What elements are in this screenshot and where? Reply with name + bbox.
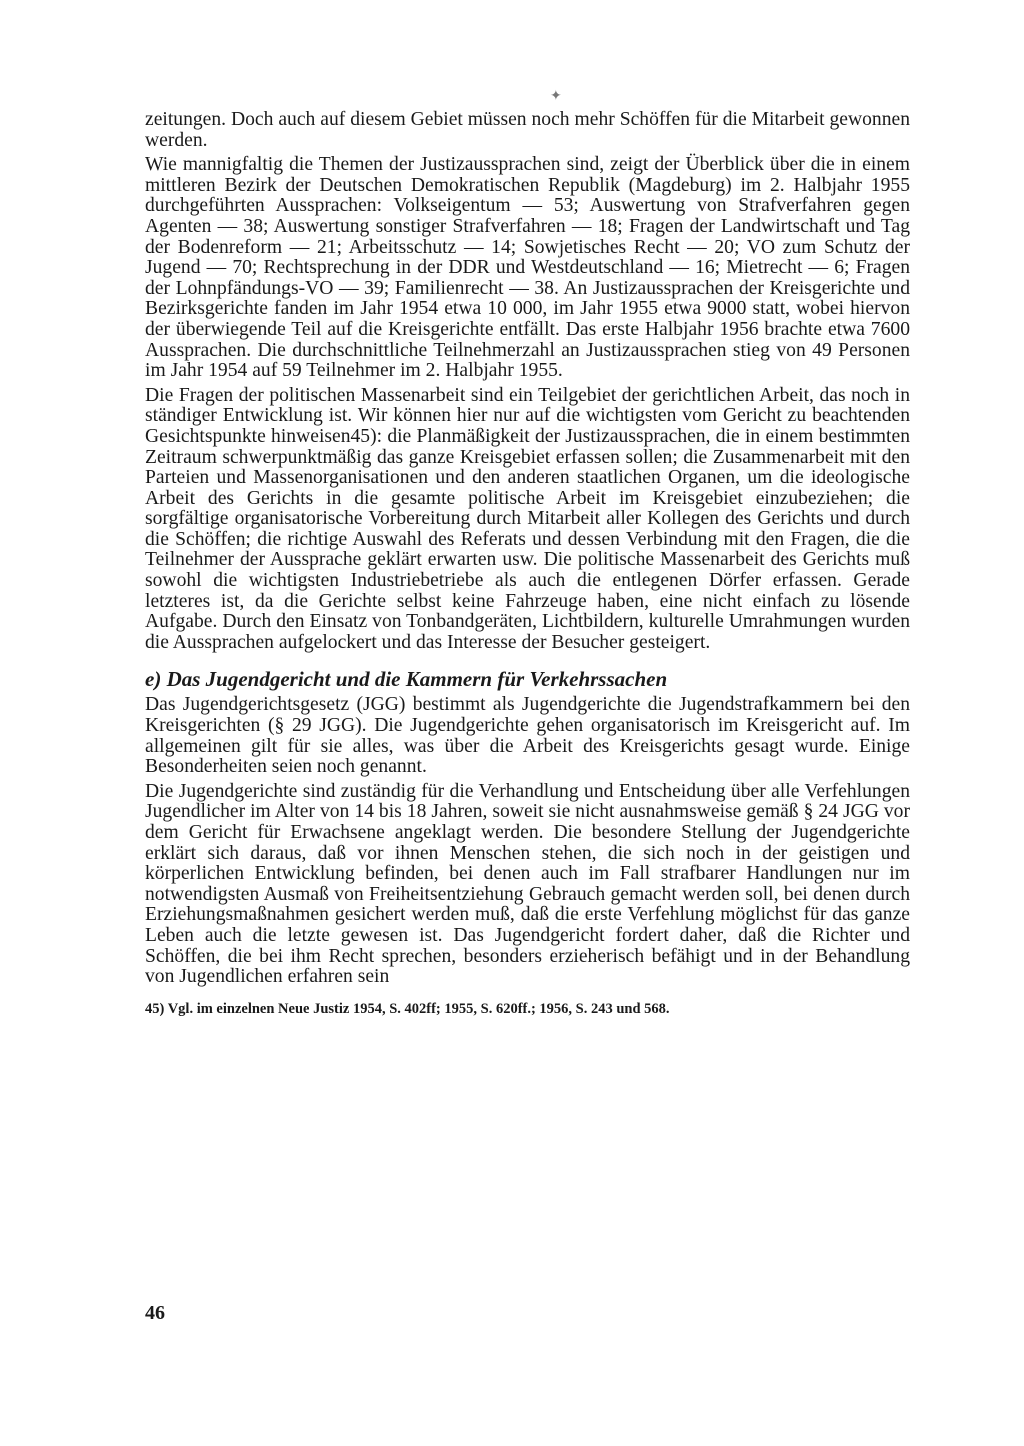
footnote-45: 45) Vgl. im einzelnen Neue Justiz 1954, S. 402ff; 1955, S. 620ff.; 1956, S. 243 und 568. xyxy=(145,1000,670,1017)
scan-speck-mark: ✦ xyxy=(550,89,562,104)
page-number: 46 xyxy=(145,1302,165,1324)
page-body xyxy=(145,110,910,1018)
section-heading: e) Das Jugendgericht und die Kammern für Verkehrssachen xyxy=(145,667,668,692)
paragraph-justizaussprachen-themes: Wie mannigfaltig die Themen der Justizaussprachen sind, zeigt der Überblick über die in einem mittleren Bezirk der Deutschen Demokratischen Republik (Magdeburg) im 2. Halbjahr 1955 durchgeführten Aussprachen: Volkseigentum — 53; Auswertung von Strafverfahren gegen Agenten — 38; Auswertung sonstiger Strafverfahren — 18; Fragen der Landwirtschaft und Tag der Bodenreform — 21; Arbeitsschutz — 14; Sowjetisches Recht — 20; VO zum Schutz der Jugend — 70; Rechtsprechung in der DDR und Westdeutschland — 16; Mietrecht — 6; Fragen der Lohnpfändungs-VO — 39; Familienrecht — 38. An Justizaussprachen der Kreisgerichte und Bezirksgerichte fanden im Jahr 1954 etwa 10 000, im Jahr 1955 etwa 9000 statt, wobei hiervon der überwiegende Teil auf die Kreisgerichte entfällt. Das erste Halbjahr 1956 brachte etwa 7600 Aussprachen. Die durchschnittliche Teilnehmerzahl an Justizaussprachen stieg von 49 Personen im Jahr 1954 auf 59 Teilnehmer im 2. Halbjahr 1955. xyxy=(145,154,910,382)
paragraph-intro-continuation: zeitungen. Doch auch auf diesem Gebiet müssen noch mehr Schöffen für die Mitarbeit gewonnen werden. xyxy=(145,109,910,151)
paragraph-jugendgerichte-zustaendigkeit: Die Jugendgerichte sind zuständig für die Verhandlung und Entscheidung über alle Verfehlungen Jugendlicher im Alter von 14 bis 18 Jahren, soweit sie nicht ausnahmsweise gemäß § 24 JGG vor dem Gericht für Erwachsene angeklagt werden. Die besondere Stellung der Jugendgerichte erklärt sich daraus, daß vor ihnen Menschen stehen, die sich noch in der geistigen und körperlichen Entwicklung befinden, bei denen auch im Fall strafbarer Handlungen nur im notwendigsten Ausmaß von Freiheitsentziehung Gebrauch gemacht werden soll, bei denen durch Erziehungsmaßnahmen gesichert werden muß, daß die erste Verfehlung möglichst für das ganze Leben auch die letzte gewesen ist. Das Jugendgericht fordert daher, daß die Richter und Schöffen, die bei ihm Recht sprechen, besonders erzieherisch befähigt und in der Behandlung von Jugendlichen erfahren sein xyxy=(145,780,910,988)
paragraph-political-mass-work: Die Fragen der politischen Massenarbeit sind ein Teilgebiet der gerichtlichen Arbeit, das noch in ständiger Entwicklung ist. Wir können hier nur auf die wichtigsten vom Gericht zu beachtenden Gesichtspunkte hinweisen45): die Planmäßigkeit der Justizaussprachen, die in einem bestimmten Zeitraum schwerpunktmäßig das ganze Kreisgebiet erfassen sollen; die Zusammenarbeit mit den Parteien und Massenorganisationen und den anderen staatlichen Organen, um die ideologische Arbeit des Gerichts in die gesamte politische Arbeit im Kreisgebiet einzubeziehen; die sorgfältige organisatorische Vorbereitung durch Mitarbeit aller Kollegen des Gerichts und durch die Schöffen; die richtige Auswahl des Referats und dessen Verbindung mit den Fragen, die die Teilnehmer der Aussprache geklärt erwarten usw. Die politische Massenarbeit des Gerichts muß sowohl die wichtigsten Industriebetriebe als auch die entlegenen Dörfer erfassen. Gerade letzteres ist, da die Gerichte selbst keine Fahrzeuge haben, eine nicht einfach zu lösende Aufgabe. Durch den Einsatz von Tonbandgeräten, Lichtbildern, kulturelle Umrahmungen wurden die Aussprachen aufgelockert und das Interesse der Besucher gesteigert. xyxy=(145,384,910,653)
paragraph-jugendgerichtsgesetz: Das Jugendgerichtsgesetz (JGG) bestimmt als Jugendgerichte die Jugendstrafkammern bei den Kreisgerichten (§ 29 JGG). Die Jugendgerichte gehen organisatorisch im Kreisgericht auf. Im allgemeinen gilt für sie alles, was über die Arbeit des Kreisgerichts gesagt wurde. Einige Besonderheiten seien noch genannt. xyxy=(145,694,910,778)
